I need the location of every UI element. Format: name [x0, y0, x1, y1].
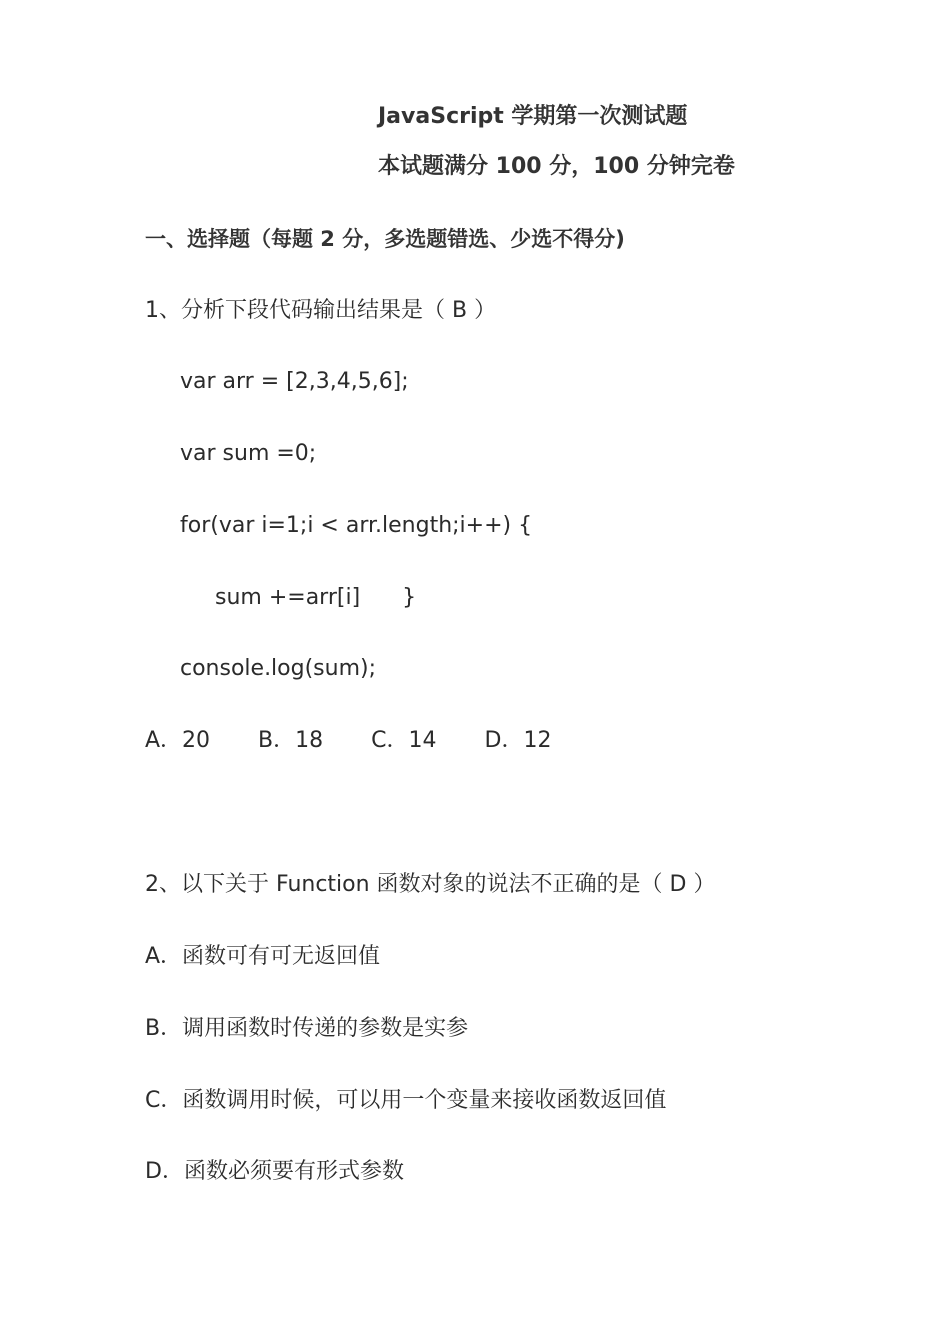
option-b: B．调用函数时传递的参数是实参: [145, 1016, 469, 1041]
code-line: console.log(sum);: [180, 656, 377, 681]
question-2: 2、以下关于 Function 函数对象的说法不正确的是（ D ）: [145, 872, 716, 897]
question-1: 1、分析下段代码输出结果是（ B ）: [145, 298, 497, 323]
question-1-options: [145, 726, 599, 756]
option-a: A．20: [145, 728, 211, 753]
option-c: C．14: [371, 728, 437, 753]
code-line: var sum =0;: [180, 441, 317, 466]
code-line: sum +=arr[i] }: [215, 585, 417, 610]
exam-subtitle: 本试题满分 100 分，100 分钟完卷: [378, 154, 735, 179]
exam-title: JavaScript 学期第一次测试题: [378, 104, 688, 129]
option-a: A．函数可有可无返回值: [145, 944, 381, 969]
option-c: C．函数调用时候，可以用一个变量来接收函数返回值: [145, 1088, 667, 1113]
code-line: var arr = [2,3,4,5,6];: [180, 369, 409, 394]
code-line: for(var i=1;i < arr.length;i++) {: [180, 513, 533, 538]
section-heading: 一、选择题（每题 2 分，多选题错选、少选不得分): [145, 227, 625, 251]
option-d: D．12: [484, 728, 552, 753]
option-d: D．函数必须要有形式参数: [145, 1159, 404, 1184]
option-b: B．18: [258, 728, 324, 753]
